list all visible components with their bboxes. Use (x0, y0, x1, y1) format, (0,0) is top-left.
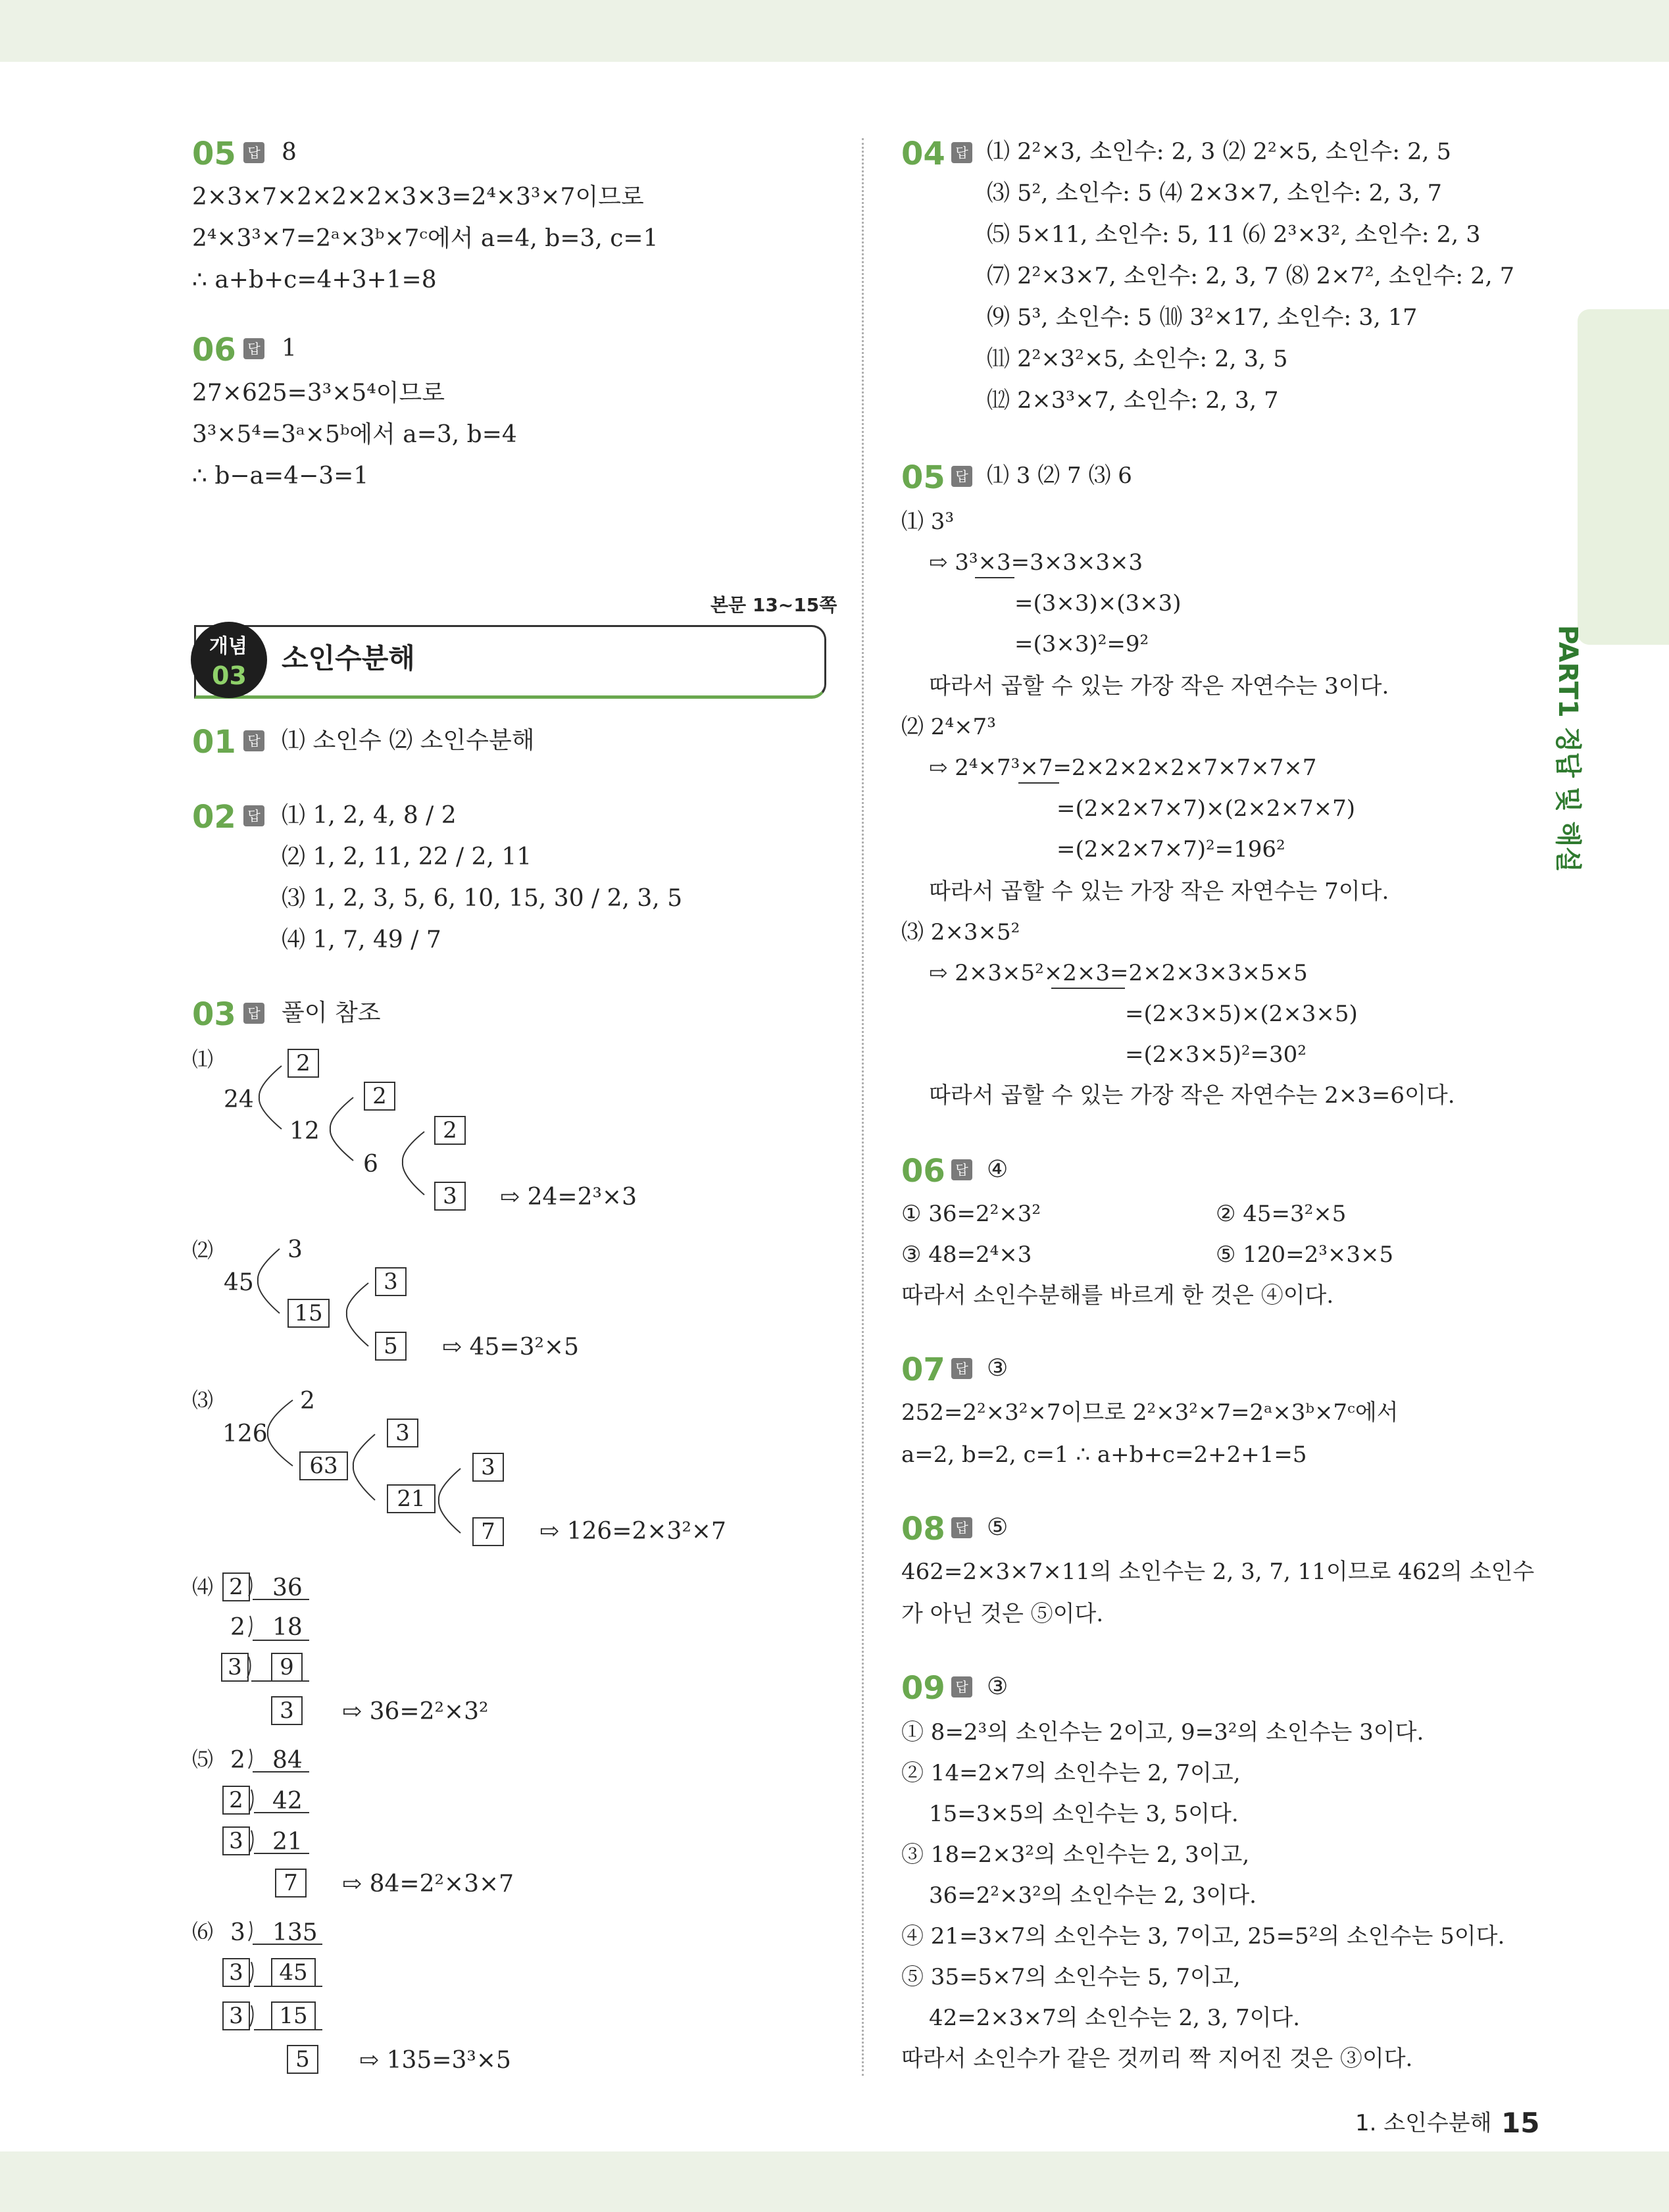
prime-box: 2 (364, 1082, 395, 1111)
solution-line: =(2×2×7×7)×(2×2×7×7) (1057, 795, 1356, 822)
solution-line: 가 아닌 것은 ⑤이다. (901, 1601, 1104, 1627)
answer-line: ⑸ 5×11, 소인수: 5, 11 ⑹ 2³×3², 소인수: 2, 3 (987, 222, 1481, 248)
solution-line: ② 45=3²×5 (1216, 1201, 1347, 1227)
answer-value: 8 (282, 139, 297, 166)
divisor: 3 (230, 1919, 245, 1946)
answer-line: ⑺ 2²×3×7, 소인수: 2, 3, 7 ⑻ 2×7², 소인수: 2, 7 (987, 263, 1515, 289)
prime-box: 3 (222, 1958, 250, 1987)
question-number: 07 (901, 1351, 945, 1388)
prime-box: 7 (472, 1517, 504, 1546)
solution-line: 462=2×3×7×11의 소인수는 2, 3, 7, 11이므로 462의 소인수 (901, 1559, 1535, 1585)
answer-value: ④ (987, 1156, 1009, 1183)
question-number: 05 (192, 136, 236, 172)
prime-box: 2 (222, 1786, 250, 1815)
solution-line: ① 36=2²×3² (901, 1201, 1041, 1227)
page-number: 15 (1501, 2107, 1540, 2139)
prime-box: 9 (271, 1653, 303, 1682)
question-number: 01 (192, 724, 236, 761)
solution-line: ③ 18=2×3²의 소인수는 2, 3이고, (901, 1842, 1250, 1868)
sub-label: ⑶ (192, 1388, 214, 1413)
prime-box: 3 (221, 1653, 249, 1682)
answer-value: ③ (987, 1673, 1009, 1700)
page-reference: 본문 13~15쪽 (710, 594, 837, 616)
dividend: 21 (272, 1828, 303, 1855)
prime-box: 3 (271, 1696, 303, 1725)
prime-box: 5 (375, 1332, 407, 1361)
answer-badge: 답 (243, 805, 264, 826)
answer-badge: 답 (243, 338, 264, 359)
answer-badge: 답 (951, 1358, 972, 1379)
prime-box: 3 (387, 1419, 418, 1447)
solution-line: ⇨ 2⁴×7³×7=2×2×2×2×7×7×7×7 (929, 755, 1317, 781)
solution-line: ⑤ 35=5×7의 소인수는 5, 7이고, (901, 1964, 1241, 1990)
answer-value: ⑴ 소인수 ⑵ 소인수분해 (282, 727, 535, 754)
prime-box: 15 (271, 2001, 316, 2030)
solution-line: 따라서 곱할 수 있는 가장 작은 자연수는 3이다. (929, 673, 1389, 699)
solution-line: ④ 21=3×7의 소인수는 3, 7이고, 25=5²의 소인수는 5이다. (901, 1923, 1505, 1949)
prime-box: 45 (271, 1958, 316, 1987)
answer-value: 풀이 참조 (282, 999, 381, 1026)
tree-number: 2 (300, 1388, 315, 1415)
answer-line: ⑶ 5², 소인수: 5 ⑷ 2×3×7, 소인수: 2, 3, 7 (987, 180, 1442, 207)
answer-line: ⑵ 1, 2, 11, 22 / 2, 11 (282, 843, 532, 870)
solution-line: ∴ b−a=4−3=1 (192, 463, 369, 490)
solution-line: 2⁴×3³×7=2ᵃ×3ᵇ×7ᶜ에서 a=4, b=3, c=1 (192, 225, 659, 252)
dividend: 84 (272, 1747, 303, 1774)
answer-badge: 답 (951, 466, 972, 487)
answer-badge: 답 (951, 1676, 972, 1697)
solution-line: 따라서 소인수가 같은 것끼리 짝 지어진 것은 ③이다. (901, 2046, 1413, 2072)
question-number: 09 (901, 1670, 945, 1707)
solution-line: ∴ a+b+c=4+3+1=8 (192, 266, 437, 293)
answer-value: 1 (282, 335, 297, 362)
prime-box: 63 (299, 1451, 348, 1480)
divisor: 2 (230, 1614, 245, 1641)
prime-box: 3 (222, 2001, 250, 2030)
factorization-result: ⇨ 84=2²×3×7 (342, 1871, 514, 1898)
question-number: 05 (901, 459, 945, 496)
solution-line: =(2×3×5)²=30² (1125, 1042, 1307, 1068)
factorization-result: ⇨ 126=2×3²×7 (539, 1518, 726, 1545)
solution-line: 42=2×3×7의 소인수는 2, 3, 7이다. (929, 2005, 1301, 2031)
dividend: 42 (272, 1788, 303, 1815)
solution-line: a=2, b=2, c=1 ∴ a+b+c=2+2+1=5 (901, 1442, 1307, 1468)
solution-line: ⇨ 3³×3=3×3×3×3 (929, 549, 1143, 576)
answer-line: ⑾ 2²×3²×5, 소인수: 2, 3, 5 (987, 346, 1288, 372)
divisor: 2 (230, 1747, 245, 1774)
factorization-result: ⇨ 45=3²×5 (442, 1334, 579, 1361)
answer-line: ⑶ 1, 2, 3, 5, 6, 10, 15, 30 / 2, 3, 5 (282, 885, 683, 912)
prime-box: 2 (287, 1049, 319, 1078)
solution-line: ⇨ 2×3×5²×2×3=2×2×3×3×5×5 (929, 960, 1308, 986)
tree-number: 126 (222, 1420, 268, 1447)
prime-box: 3 (375, 1267, 407, 1296)
concept-label: 개념 (209, 635, 247, 658)
question-number: 06 (192, 332, 236, 368)
answer-value: ⑴ 3 ⑵ 7 ⑶ 6 (987, 463, 1132, 489)
answer-badge: 답 (951, 1159, 972, 1180)
factorization-result: ⇨ 36=2²×3² (342, 1698, 489, 1725)
question-number: 06 (901, 1153, 945, 1190)
prime-box: 2 (434, 1116, 466, 1145)
dividend: 135 (272, 1919, 318, 1946)
answer-value: ⑤ (987, 1514, 1009, 1541)
prime-box: 15 (287, 1299, 330, 1328)
answer-badge: 답 (951, 1517, 972, 1538)
prime-box: 7 (275, 1869, 307, 1898)
solution-line: 36=2²×3²의 소인수는 2, 3이다. (929, 1882, 1257, 1909)
factorization-result: ⇨ 135=3³×5 (359, 2047, 511, 2074)
solution-line: =(3×3)×(3×3) (1014, 590, 1182, 616)
tree-number: 12 (289, 1118, 320, 1145)
solution-line: 3³×5⁴=3ᵃ×5ᵇ에서 a=3, b=4 (192, 421, 517, 448)
solution-line: =(2×2×7×7)²=196² (1057, 836, 1285, 863)
question-number: 04 (901, 136, 945, 172)
side-tab-label: PART1 정답 및 해설 (1553, 625, 1583, 872)
dividend: 18 (272, 1614, 303, 1641)
solution-line: 15=3×5의 소인수는 3, 5이다. (929, 1801, 1239, 1827)
sub-label: ⑵ (192, 1238, 214, 1263)
answer-badge: 답 (243, 730, 264, 751)
answer-line: ⑷ 1, 7, 49 / 7 (282, 926, 441, 953)
solution-line: 27×625=3³×5⁴이므로 (192, 380, 445, 407)
dividend: 36 (272, 1574, 303, 1601)
tree-number: 24 (224, 1086, 254, 1113)
tree-number: 3 (287, 1236, 303, 1263)
solution-line: =(2×3×5)×(2×3×5) (1125, 1001, 1358, 1027)
sub-label: ⑷ (192, 1574, 214, 1599)
sub-label: ⑴ (192, 1047, 214, 1072)
prime-box: 21 (387, 1484, 436, 1513)
footer-section: 1. 소인수분해 (1355, 2110, 1492, 2136)
solution-line: 따라서 곱할 수 있는 가장 작은 자연수는 2×3=6이다. (929, 1082, 1455, 1109)
solution-line: ② 14=2×7의 소인수는 2, 7이고, (901, 1760, 1241, 1786)
sub-label: ⑹ (192, 1919, 214, 1944)
answer-line: ⑴ 1, 2, 4, 8 / 2 (282, 802, 457, 829)
solution-line: ③ 48=2⁴×3 (901, 1242, 1032, 1268)
answer-line: ⑴ 2²×3, 소인수: 2, 3 ⑵ 2²×5, 소인수: 2, 5 (987, 139, 1451, 165)
tree-number: 45 (224, 1269, 254, 1296)
prime-box: 3 (472, 1453, 504, 1482)
question-number: 08 (901, 1511, 945, 1547)
solution-line: 따라서 곱할 수 있는 가장 작은 자연수는 7이다. (929, 878, 1389, 905)
factorization-result: ⇨ 24=2³×3 (500, 1184, 637, 1211)
prime-box: 3 (222, 1826, 250, 1855)
solution-line: ⑵ 2⁴×7³ (901, 714, 996, 740)
solution-line: 252=2²×3²×7이므로 2²×3²×7=2ᵃ×3ᵇ×7ᶜ에서 (901, 1399, 1399, 1426)
answer-badge: 답 (951, 142, 972, 163)
solution-line: ⑶ 2×3×5² (901, 919, 1020, 945)
solution-line: =(3×3)²=9² (1014, 631, 1149, 657)
question-number: 03 (192, 996, 236, 1033)
prime-box: 3 (434, 1182, 466, 1211)
answer-badge: 답 (243, 1003, 264, 1024)
sub-label: ⑸ (192, 1747, 214, 1772)
solution-line: ① 8=2³의 소인수는 2이고, 9=3²의 소인수는 3이다. (901, 1719, 1424, 1746)
prime-box: 2 (222, 1572, 250, 1601)
answer-line: ⑼ 5³, 소인수: 5 ⑽ 3²×17, 소인수: 3, 17 (987, 305, 1418, 331)
answer-badge: 답 (243, 142, 264, 163)
answer-line: ⑿ 2×3³×7, 소인수: 2, 3, 7 (987, 388, 1279, 414)
tree-number: 6 (363, 1151, 378, 1178)
solution-line: ⑤ 120=2³×3×5 (1216, 1242, 1394, 1268)
question-number: 02 (192, 799, 236, 836)
concept-number: 03 (212, 661, 247, 690)
answer-value: ③ (987, 1355, 1009, 1382)
solution-line: 2×3×7×2×2×2×3×3=2⁴×3³×7이므로 (192, 184, 644, 211)
concept-title: 소인수분해 (282, 642, 415, 674)
solution-line: ⑴ 3³ (901, 509, 955, 535)
solution-line: 따라서 소인수분해를 바르게 한 것은 ④이다. (901, 1282, 1334, 1309)
prime-box: 5 (287, 2045, 318, 2074)
